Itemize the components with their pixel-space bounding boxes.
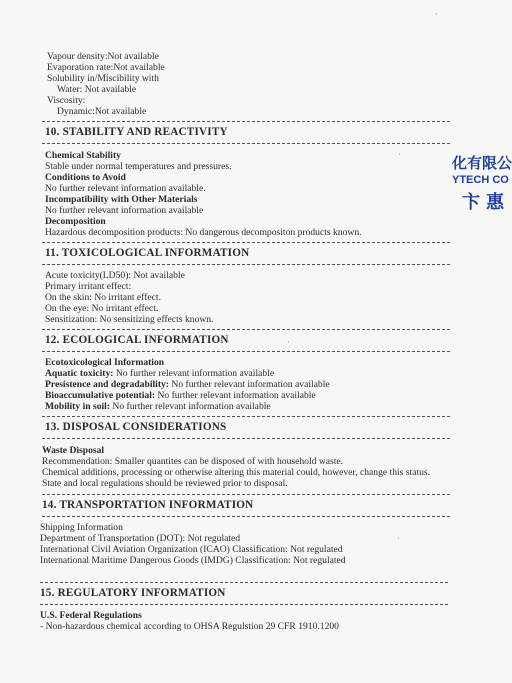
divider	[42, 516, 450, 517]
section-12-title: 12. ECOLOGICAL INFORMATION	[45, 334, 229, 346]
stamp-line-2: YTECH CO	[452, 174, 509, 186]
divider	[42, 242, 450, 243]
persist-text: No further relevant information available	[169, 379, 330, 390]
primary-irritant: Primary irritant effect:	[45, 281, 132, 292]
chemical-stability-text: Stable under normal temperatures and pressures.	[45, 161, 232, 172]
section-10-title: 10. STABILITY AND REACTIVITY	[45, 126, 228, 138]
incompatibility-label: Incompatibility with Other Materials	[45, 194, 198, 205]
divider	[42, 329, 450, 330]
skin-effect: On the skin: No irritant effect.	[45, 292, 161, 303]
viscosity: Viscosity:	[47, 95, 86, 106]
section-11-title: 11. TOXICOLOGICAL INFORMATION	[45, 247, 250, 259]
divider	[42, 121, 450, 122]
solubility: Solubility in/Miscibility with	[47, 73, 159, 84]
acute-toxicity: Acute toxicity(LD50): Not available	[45, 270, 185, 281]
decomposition-label: Decomposition	[45, 216, 106, 227]
disposal-regulations: State and local regulations should be reviewed prior to disposal.	[42, 478, 288, 489]
bioacc-label: Bioaccumulative potential:	[45, 390, 156, 401]
section-15-title: 15. REGULATORY INFORMATION	[40, 587, 226, 599]
bioaccumulative	[45, 390, 316, 401]
mobility-label: Mobility in soil:	[45, 401, 111, 412]
stamp-line-1: 化有限公	[452, 154, 512, 172]
section-13-title: 13. DISPOSAL CONSIDERATIONS	[45, 421, 227, 433]
icao-classification: International Civil Aviation Organization (ICAO) Classification: Not regulated	[40, 544, 343, 555]
conditions-text: No further relevant information available.	[45, 183, 206, 194]
divider	[42, 416, 450, 417]
divider	[42, 351, 450, 352]
dot-classification: Department of Transportation (DOT): Not regulated	[40, 533, 241, 544]
imdg-classification: International Maritime Dangerous Goods (IMDG) Classification: Not regulated	[40, 555, 346, 566]
divider	[40, 582, 448, 583]
ecotox-label: Ecotoxicological Information	[45, 357, 165, 368]
company-stamp	[452, 148, 512, 218]
stamp-line-3: 卞惠	[462, 192, 510, 213]
conditions-label: Conditions to Avoid	[45, 172, 126, 183]
persistence	[45, 379, 330, 390]
osha-regulation: - Non-hazardous chemical according to OHSA Regulstion 29 CFR 1910.1200	[40, 621, 339, 632]
divider	[40, 604, 448, 605]
evaporation-rate: Evaporation rate:Not available	[47, 62, 165, 73]
shipping-info: Shipping Information	[40, 522, 123, 533]
decomposition-text: Hazardous decomposition products: No dangerous decompositon products known.	[45, 227, 362, 238]
aquatic-label: Aquatic toxicity:	[45, 368, 114, 379]
disposal-chemical-additions: Chemical additions, processing or otherwise altering this material could, however, change this status.	[42, 467, 431, 478]
dynamic-viscosity: Dynamic:Not available	[57, 106, 147, 117]
aquatic-text: No further relevant information available	[113, 368, 275, 379]
chemical-stability-label: Chemical Stability	[45, 150, 121, 161]
mobility	[45, 401, 271, 412]
speck-mark: ·	[398, 150, 401, 159]
speck-mark: ·	[287, 338, 290, 347]
incompatibility-text: No further relevant information available	[45, 205, 204, 216]
divider	[42, 143, 450, 144]
divider	[42, 494, 450, 495]
mobility-text: No further relevant information available	[110, 401, 271, 412]
vapour-density: Vapour density:Not available	[47, 51, 159, 62]
us-federal-label: U.S. Federal Regulations	[40, 610, 142, 621]
speck-mark: ·	[397, 534, 400, 543]
eye-effect: On the eye: No irritant effect.	[45, 303, 159, 314]
section-14-title: 14. TRANSPORTATION INFORMATION	[42, 499, 254, 511]
water-solubility: Water: Not available	[57, 84, 137, 95]
aquatic-toxicity	[45, 368, 274, 379]
divider	[42, 438, 450, 439]
persist-label: Presistence and degradability:	[45, 379, 170, 390]
divider	[42, 264, 450, 265]
sensitization: Sensitization: No sensitizing effects known.	[45, 314, 214, 325]
bioacc-text: No further relevant information available	[155, 390, 316, 401]
waste-disposal-label: Waste Disposal	[42, 445, 105, 456]
speck-mark: ·	[435, 10, 438, 19]
disposal-recommendation: Recommendation: Smaller quantites can be disposed of with household waste.	[42, 456, 344, 467]
